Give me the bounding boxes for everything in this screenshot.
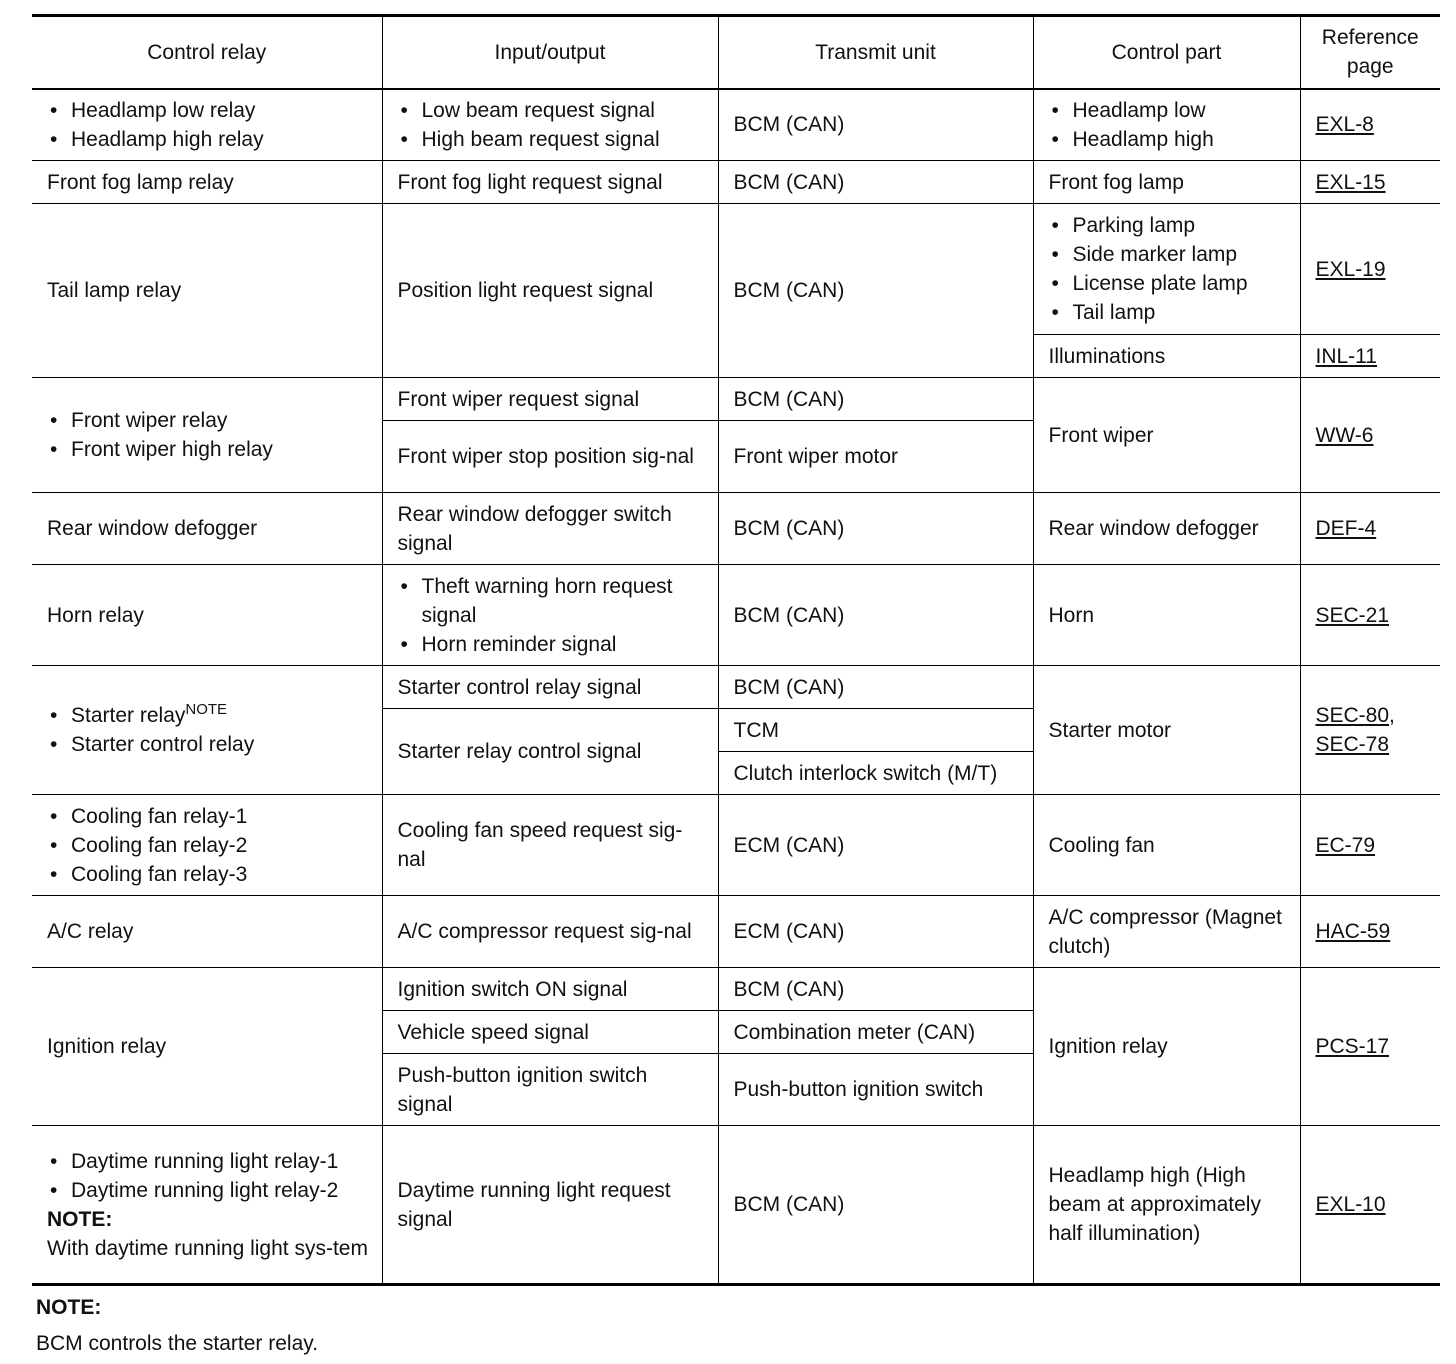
reference-page-cell — [1300, 968, 1440, 1126]
reference-page-cell — [1300, 161, 1440, 204]
reference-link[interactable]: HAC-59 — [1315, 920, 1391, 943]
reference-link[interactable]: SEC-78 — [1315, 733, 1390, 756]
transmit-unit-cell: ECM (CAN) — [718, 795, 1033, 896]
list-item: • Theft warning horn request signal — [398, 572, 704, 630]
input-output-cell: Front wiper stop position sig-nal — [382, 421, 718, 493]
starter-relay-label: Starter relay — [71, 704, 186, 727]
reference-page-cell — [1300, 795, 1440, 896]
reference-page-cell — [1300, 204, 1440, 335]
control-part-cell: Front wiper — [1033, 378, 1300, 493]
input-output-cell: Ignition switch ON signal — [382, 968, 718, 1011]
footnote — [36, 1290, 318, 1362]
control-relay-cell: Rear window defogger — [32, 493, 382, 565]
control-part-cell: Ignition relay — [1033, 968, 1300, 1126]
list-item: • High beam request signal — [398, 125, 704, 154]
transmit-unit-cell: BCM (CAN) — [718, 378, 1033, 421]
footnote-label: NOTE: — [36, 1296, 102, 1319]
transmit-unit-cell: Push-button ignition switch — [718, 1054, 1033, 1126]
reference-link[interactable]: EXL-8 — [1315, 113, 1374, 137]
input-output-cell: Rear window defogger switch signal — [382, 493, 718, 565]
list-item: • Low beam request signal — [398, 96, 704, 125]
input-output-cell — [382, 565, 718, 666]
control-part-cell: A/C compressor (Magnet clutch) — [1033, 896, 1300, 968]
table-row — [32, 666, 1440, 709]
control-relay-cell — [32, 666, 382, 795]
header-input-output: Input/output — [382, 16, 718, 89]
relay-control-table — [32, 14, 1440, 1286]
transmit-unit-cell: Clutch interlock switch (M/T) — [718, 752, 1033, 795]
reference-link[interactable]: DEF-4 — [1315, 517, 1377, 540]
control-relay-cell — [32, 1126, 382, 1285]
relay-table-container — [32, 14, 1440, 1286]
table-row — [32, 1126, 1440, 1285]
control-relay-cell: Ignition relay — [32, 968, 382, 1126]
drl-note-text: With daytime running light sys-tem — [47, 1236, 368, 1260]
header-transmit-unit: Transmit unit — [718, 16, 1033, 89]
control-relay-cell: Horn relay — [32, 565, 382, 666]
table-row — [32, 378, 1440, 421]
transmit-unit-cell: BCM (CAN) — [718, 204, 1033, 378]
control-part-cell: Horn — [1033, 565, 1300, 666]
reference-link[interactable]: INL-11 — [1315, 344, 1377, 368]
header-row — [32, 16, 1440, 89]
note-superscript: NOTE — [185, 701, 228, 718]
transmit-unit-cell: BCM (CAN) — [718, 968, 1033, 1011]
reference-page-cell — [1300, 378, 1440, 493]
table-row — [32, 565, 1440, 666]
reference-page-cell — [1300, 1126, 1440, 1285]
header-control-part: Control part — [1033, 16, 1300, 89]
list-item: • Cooling fan relay-3 — [47, 860, 368, 889]
control-part-cell: Starter motor — [1033, 666, 1300, 795]
control-part-cell: Headlamp high (High beam at approximately half illumination) — [1033, 1126, 1300, 1285]
reference-separator: , — [1389, 704, 1395, 727]
list-item: • Tail lamp — [1049, 298, 1286, 327]
reference-link[interactable]: EC-79 — [1315, 833, 1376, 857]
list-item: • Daytime running light relay-1 — [47, 1147, 376, 1176]
table-row — [32, 493, 1440, 565]
transmit-unit-cell: BCM (CAN) — [718, 666, 1033, 709]
transmit-unit-cell: BCM (CAN) — [718, 565, 1033, 666]
transmit-unit-cell: ECM (CAN) — [718, 896, 1033, 968]
input-output-cell: Starter control relay signal — [382, 666, 718, 709]
list-item: • Headlamp high — [1049, 125, 1286, 154]
list-item — [47, 701, 368, 730]
control-part-cell: Rear window defogger — [1033, 493, 1300, 565]
input-output-cell: A/C compressor request sig-nal — [382, 896, 718, 968]
reference-link[interactable]: PCS-17 — [1315, 1035, 1390, 1058]
list-item: • Front wiper high relay — [47, 435, 368, 464]
transmit-unit-cell: Front wiper motor — [718, 421, 1033, 493]
control-relay-cell — [32, 795, 382, 896]
input-output-cell: Daytime running light request signal — [382, 1126, 718, 1285]
reference-link[interactable]: EXL-10 — [1315, 1193, 1386, 1216]
header-reference-page: Reference page — [1300, 16, 1440, 89]
list-item: • Headlamp high relay — [47, 125, 368, 154]
header-control-relay: Control relay — [32, 16, 382, 89]
control-relay-cell — [32, 89, 382, 161]
input-output-cell: Front fog light request signal — [382, 161, 718, 204]
reference-page-cell — [1300, 666, 1440, 795]
reference-link[interactable]: SEC-80 — [1315, 704, 1390, 727]
control-part-cell — [1033, 89, 1300, 161]
reference-link[interactable]: WW-6 — [1315, 423, 1374, 447]
input-output-cell: Vehicle speed signal — [382, 1011, 718, 1054]
table-row — [32, 968, 1440, 1011]
list-item: • Headlamp low relay — [47, 96, 368, 125]
list-item: • Headlamp low — [1049, 96, 1286, 125]
control-relay-cell: Front fog lamp relay — [32, 161, 382, 204]
transmit-unit-cell: TCM — [718, 709, 1033, 752]
reference-page-cell — [1300, 89, 1440, 161]
list-item: • Starter control relay — [47, 730, 368, 759]
list-item: • Front wiper relay — [47, 406, 368, 435]
drl-note-label: NOTE: — [47, 1207, 113, 1231]
transmit-unit-cell: BCM (CAN) — [718, 1126, 1033, 1285]
footnote-text: BCM controls the starter relay. — [36, 1332, 319, 1355]
reference-page-cell — [1300, 896, 1440, 968]
control-relay-cell: Tail lamp relay — [32, 204, 382, 378]
table-row — [32, 896, 1440, 968]
list-item: • Side marker lamp — [1049, 240, 1286, 269]
control-part-cell: Cooling fan — [1033, 795, 1300, 896]
reference-page-cell — [1300, 335, 1440, 378]
table-row — [32, 204, 1440, 335]
transmit-unit-cell: Combination meter (CAN) — [718, 1011, 1033, 1054]
input-output-cell: Position light request signal — [382, 204, 718, 378]
list-item: • Parking lamp — [1049, 211, 1286, 240]
input-output-cell: Push-button ignition switch signal — [382, 1054, 718, 1126]
control-relay-cell — [32, 378, 382, 493]
transmit-unit-cell: BCM (CAN) — [718, 161, 1033, 204]
table-row — [32, 161, 1440, 204]
table-row — [32, 89, 1440, 161]
control-part-cell: Front fog lamp — [1033, 161, 1300, 204]
reference-page-cell — [1300, 565, 1440, 666]
transmit-unit-cell: BCM (CAN) — [718, 493, 1033, 565]
reference-link[interactable]: EXL-19 — [1315, 257, 1386, 281]
control-part-cell: Illuminations — [1033, 335, 1300, 378]
list-item: • Cooling fan relay-1 — [47, 802, 368, 831]
input-output-cell — [382, 89, 718, 161]
list-item: • Horn reminder signal — [398, 630, 704, 659]
input-output-cell: Cooling fan speed request sig-nal — [382, 795, 718, 896]
transmit-unit-cell: BCM (CAN) — [718, 89, 1033, 161]
input-output-cell: Starter relay control signal — [382, 709, 718, 795]
control-part-cell — [1033, 204, 1300, 335]
reference-link[interactable]: EXL-15 — [1315, 170, 1386, 194]
input-output-cell: Front wiper request signal — [382, 378, 718, 421]
reference-page-cell — [1300, 493, 1440, 565]
list-item: • License plate lamp — [1049, 269, 1286, 298]
control-relay-cell: A/C relay — [32, 896, 382, 968]
reference-link[interactable]: SEC-21 — [1315, 603, 1390, 627]
list-item: • Cooling fan relay-2 — [47, 831, 368, 860]
list-item: • Daytime running light relay-2 — [47, 1176, 376, 1205]
table-row — [32, 795, 1440, 896]
